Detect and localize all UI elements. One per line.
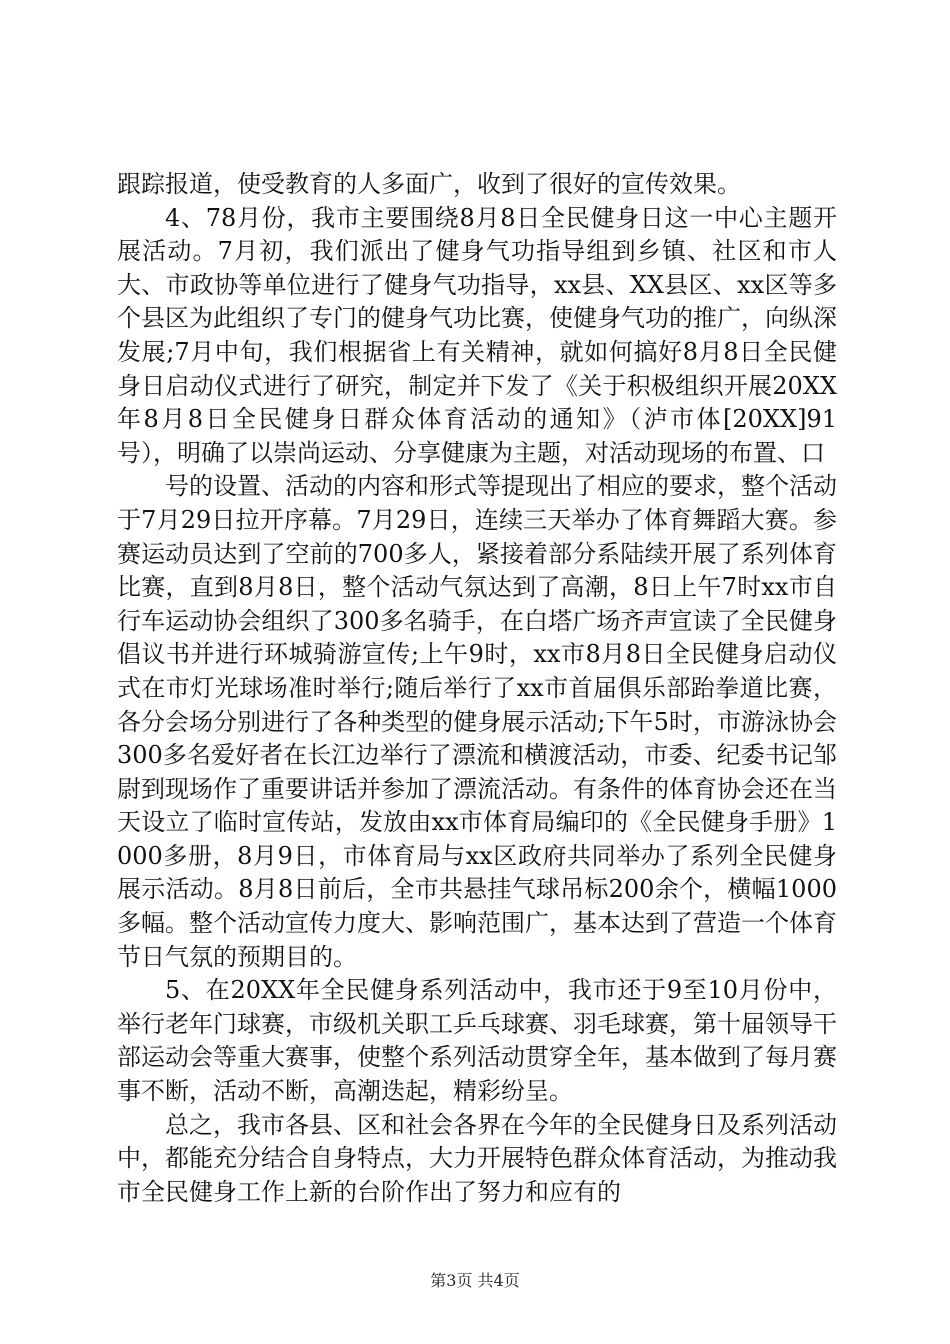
paragraph-4: 总之，我市各县、区和社会各界在今年的全民健身日及系列活动中，都能充分结合自身特点，大力开展特色群众体育活动，为推动我市全民健身工作上新的台阶作出了努力和应有的 — [117, 1110, 837, 1206]
paragraph-1: 4、78月份，我市主要围绕8月8日全民健身日这一中心主题开展活动。7月初，我们派出了健身气功指导组到乡镇、社区和市人大、市政协等单位进行了健身气功指导，xx县、XX县区、xx区等多个县区为此组织了专门的健身气功比赛，使健身气功的推广，向纵深发展;7月中旬，我们根据省上有关精神，就如何搞好8月8日全民健身日启动仪式进行了研究，制定并下发了《关于积极组织开展20XX年8月8日全民健身日群众体育活动的通知》（泸市体[20XX]91号），明确了以崇尚运动、分享健康为主题，对活动现场的布置、口 — [117, 203, 837, 467]
paragraph-2: 号的设置、活动的内容和形式等提现出了相应的要求，整个活动于7月29日拉开序幕。7月29日，连续三天举办了体育舞蹈大赛。参赛运动员达到了空前的700多人，紧接着部分系陆续开展了系列体育比赛，直到8月8日，整个活动气氛达到了高潮，8日上午7时xx市自行车运动协会组织了300多名骑手，在白塔广场齐声宣读了全民健身倡议书并进行环城骑游宣传;上午9时，xx市8月8日全民健身启动仪式在市灯光球场准时举行;随后举行了xx市首届俱乐部跆拳道比赛，各分会场分别进行了各种类型的健身展示活动;下午5时，市游泳协会300多名爱好者在长江边举行了漂流和横渡活动，市委、纪委书记邹尉到现场作了重要讲话并参加了漂流活动。有条件的体育协会还在当天设立了临时宣传站，发放由xx市体育局编印的《全民健身手册》1000多册，8月9日，市体育局与xx区政府共同举办了系列全民健身展示活动。8月8日前后，全市共悬挂气球吊标200余个，横幅1000多幅。整个活动宣传力度大、影响范围广，基本达到了营造一个体育节日气氛的预期目的。 — [117, 472, 837, 971]
paragraph-0: 跟踪报道，使受教育的人多面广，收到了很好的宣传效果。 — [117, 170, 741, 198]
paragraph-3: 5、在20XX年全民健身系列活动中，我市还于9至10月份中，举行老年门球赛，市级机关职工乒乓球赛、羽毛球赛，第十届领导干部运动会等重大赛事，使整个系列活动贯穿全年，基本做到了每月赛事不断，活动不断，高潮迭起，精彩纷呈。 — [117, 976, 837, 1106]
document-body — [117, 168, 837, 1209]
page-footer: 第3页 共4页 — [430, 1271, 520, 1290]
